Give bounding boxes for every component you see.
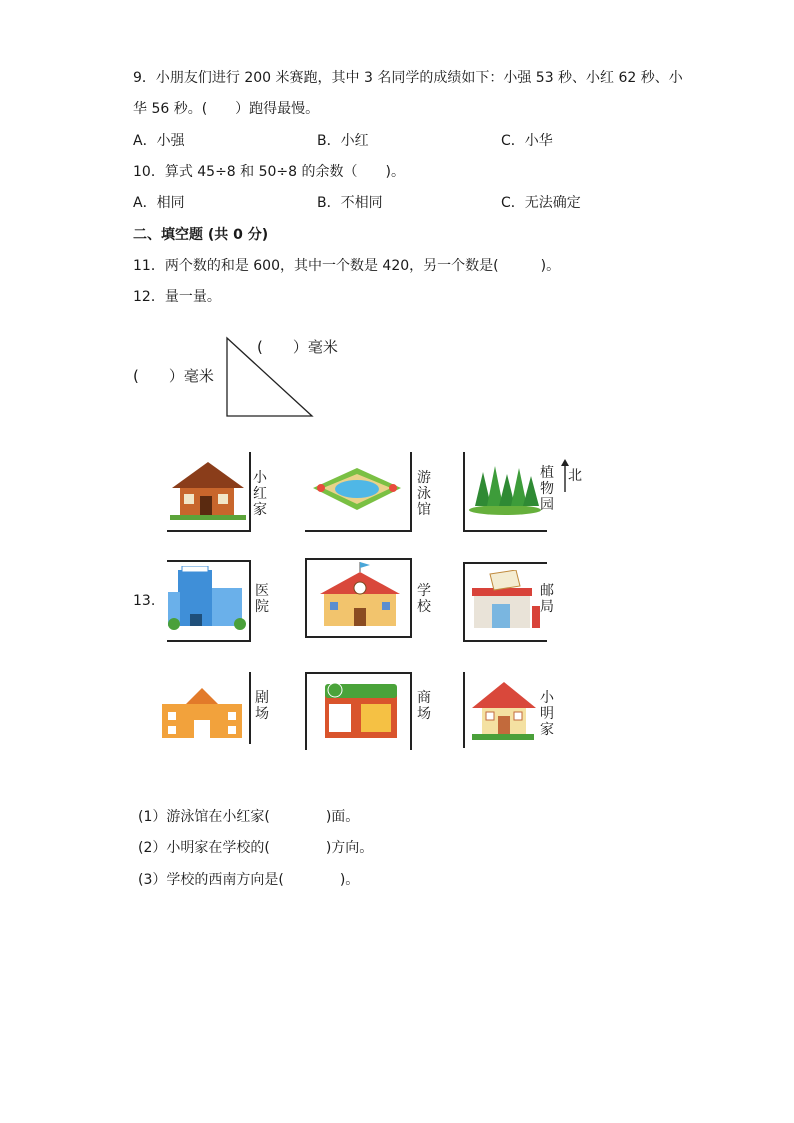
market-top-edge	[305, 672, 412, 674]
school-icon	[320, 562, 400, 630]
leg-label: ( ）毫米	[133, 367, 214, 385]
q9-option-c: C．小华	[501, 133, 553, 149]
label-market: 商 场	[417, 690, 431, 722]
q11-text: 11．两个数的和是 600，其中一个数是 420，另一个数是( )。	[133, 258, 561, 274]
market-icon	[323, 680, 399, 740]
label-hospital: 医 院	[255, 583, 269, 615]
q10-text: 10．算式 45÷8 和 50÷8 的余数（ )。	[133, 164, 405, 180]
q9-option-a: A．小强	[133, 133, 185, 149]
cell-frame-xiaoming-home	[463, 672, 465, 748]
market-left-edge	[305, 672, 307, 750]
label-botanical-garden: 植 物 园	[540, 465, 554, 513]
q13-sub2: (2）小明家在学校的( )方向。	[138, 840, 374, 856]
north-label: 北	[568, 468, 582, 484]
label-xiaohong-home: 小 红 家	[253, 470, 267, 518]
theater-icon	[162, 686, 242, 740]
q10-option-b: B．不相同	[317, 195, 383, 211]
q10-option-a: A．相同	[133, 195, 185, 211]
q10-option-c: C．无法确定	[501, 195, 581, 211]
label-theater: 剧 场	[255, 690, 269, 722]
q12-text: 12．量一量。	[133, 289, 221, 305]
q9-option-b: B．小红	[317, 133, 369, 149]
q13-sub1: (1）游泳馆在小红家( )面。	[138, 809, 360, 825]
hypotenuse-label: ( ）毫米	[257, 338, 338, 356]
label-school: 学 校	[417, 583, 431, 615]
q13-number: 13.	[133, 593, 156, 609]
post-office-icon	[470, 570, 542, 630]
q9-line2: 华 56 秒。( ）跑得最慢。	[133, 101, 320, 117]
label-post-office: 邮 局	[540, 583, 554, 615]
swimming-pool-icon	[309, 466, 405, 512]
q13-sub3: (3）学校的西南方向是( )。	[138, 872, 360, 888]
label-swimming-pool: 游 泳 馆	[417, 470, 431, 518]
q9-line1: 9．小朋友们进行 200 米赛跑，其中 3 名同学的成绩如下：小强 53 秒、小红 62 秒、小	[133, 70, 683, 86]
house-icon	[170, 458, 246, 520]
label-xiaoming-home: 小 明 家	[540, 690, 554, 738]
small-house-icon	[470, 676, 536, 742]
hospital-icon	[168, 566, 246, 630]
botanical-garden-icon	[467, 462, 543, 516]
section-title: 二、填空题 (共 0 分)	[133, 227, 269, 243]
